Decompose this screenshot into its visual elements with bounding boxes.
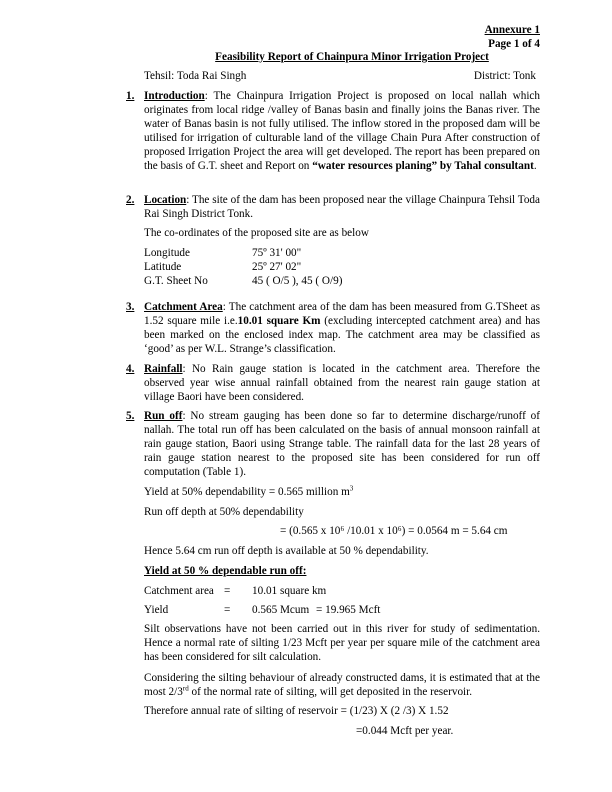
section-location <box>144 193 540 221</box>
yield-row <box>144 603 380 617</box>
section-number-catchment: 3. <box>126 301 135 313</box>
yield-row-value: 10.01 square km <box>252 585 327 597</box>
section-heading-runoff: Run off <box>144 410 183 422</box>
section-heading-location: Location <box>144 194 187 206</box>
coord-row <box>144 246 301 260</box>
yield-row-value: 0.565 Mcum <box>252 604 310 616</box>
runoff-depth-equation: = (0.565 x 10⁶ /10.01 x 10⁶) = 0.0564 m = 5.64 cm <box>280 525 508 537</box>
page-number: Page 1 of 4 <box>488 38 540 50</box>
coords-intro: The co-ordinates of the proposed site are as below <box>144 227 369 239</box>
silt2-sup: rd <box>182 684 189 693</box>
section-catchment-pre: : The catchment area of the dam has been measured from G.TSheet as 1.52 square mile i.e. <box>144 301 540 327</box>
silt2-pre: Considering the silting behaviour of already constructed dams, it is estimated that at the most 2/3 <box>144 672 540 698</box>
yield-row-eq: = <box>224 585 231 597</box>
yield-heading: Yield at 50 % dependable run off: <box>144 565 307 577</box>
yield-row-label: Yield <box>144 604 169 616</box>
section-catchment <box>144 300 540 356</box>
section-location-text: : The site of the dam has been proposed near the village Chainpura Tehsil Toda Rai Singh District Tonk. <box>144 194 540 220</box>
yield-row-eq: = <box>224 604 231 616</box>
section-number-intro: 1. <box>126 90 135 102</box>
section-intro <box>144 89 540 173</box>
yield-row-extra: = 19.965 Mcft <box>316 604 381 616</box>
yield-50-sup: 3 <box>349 484 354 493</box>
yield-50-line <box>144 485 353 499</box>
coord-row <box>144 274 342 288</box>
district-label: District: Tonk <box>473 70 536 82</box>
coord-row <box>144 260 301 274</box>
annexure-label: Annexure 1 <box>484 24 540 36</box>
silt-paragraph-2 <box>144 671 540 699</box>
coord-value: 75º 31' 00" <box>252 247 302 259</box>
section-runoff <box>144 409 540 479</box>
section-number-rainfall: 4. <box>126 363 135 375</box>
runoff-hence: Hence 5.64 cm run off depth is available at 50 % dependability. <box>144 545 429 557</box>
runoff-depth-label: Run off depth at 50% dependability <box>144 506 304 518</box>
section-intro-text: : The Chainpura Irrigation Project is proposed on local nallah which originates from local ridge /valley of Banas basin and finally joins the Banas river. The water of Banas basin is not fully utilised. The inflow stored in the proposed dam will be utilised for irrigation of culturable land of the village Chain Pura After construction of proposed Irrigation Project the area will get developed. The report has been prepared on the basis of G.T. sheet and Report on <box>144 90 540 172</box>
annual-silting-formula: Therefore annual rate of silting of reservoir = (1/23) X (2 /3) X 1.52 <box>144 705 449 717</box>
section-intro-end: . <box>533 160 537 172</box>
coord-value: 25º 27' 02" <box>252 261 302 273</box>
tehsil-label: Tehsil: Toda Rai Singh <box>144 70 247 82</box>
annual-silting-result: =0.044 Mcft per year. <box>356 725 454 737</box>
coord-label: Latitude <box>144 261 182 273</box>
catchment-area-value: 10.01 square Km <box>237 315 321 327</box>
yield-row <box>144 584 326 598</box>
coord-label: Longitude <box>144 247 190 259</box>
section-rainfall <box>144 362 540 404</box>
yield-50-text: Yield at 50% dependability = 0.565 million m <box>144 486 350 498</box>
section-heading-intro: Introduction <box>144 90 205 102</box>
report-title: Feasibility Report of Chainpura Minor Irrigation Project <box>215 51 489 63</box>
section-catchment-post: (excluding intercepted catchment area) and has been marked on the enclosed index map. The catchment area may be classified as ‘good’ as per W.L. Strange’s classification. <box>144 315 540 355</box>
coord-label: G.T. Sheet No <box>144 275 208 287</box>
section-number-runoff: 5. <box>126 410 135 422</box>
section-number-location: 2. <box>126 194 135 206</box>
section-heading-rainfall: Rainfall <box>144 363 183 375</box>
section-runoff-text: : No stream gauging has been done so far to determine discharge/runoff of nallah. The total run off has been calculated on the basis of annual monsoon rainfall at rain gauge station, Baori using Strange table. The rainfall data for the last 28 years of rain gauge station nearest to the proposed site has been considered for run off computation (Table 1). <box>144 410 540 478</box>
coord-value: 45 ( O/5 ), 45 ( O/9) <box>252 275 343 287</box>
silt2-post: of the normal rate of silting, will get deposited in the reservoir. <box>188 686 473 698</box>
section-intro-bold: “water resources planing” by Tahal consultant <box>312 160 534 172</box>
section-heading-catchment: Catchment Area <box>144 301 223 313</box>
yield-row-label: Catchment area <box>144 585 214 597</box>
silt-paragraph-1: Silt observations have not been carried out in this river for study of sedimentation. Hence a normal rate of silting 1/23 Mcft per year per square mile of the catchment area has been considered for silt calculation. <box>144 623 540 663</box>
section-rainfall-text: : No Rain gauge station is located in the catchment area. Therefore the observed year wise annual rainfall obtained from the nearest rain gauge station at village Baori have been considered. <box>144 363 540 403</box>
